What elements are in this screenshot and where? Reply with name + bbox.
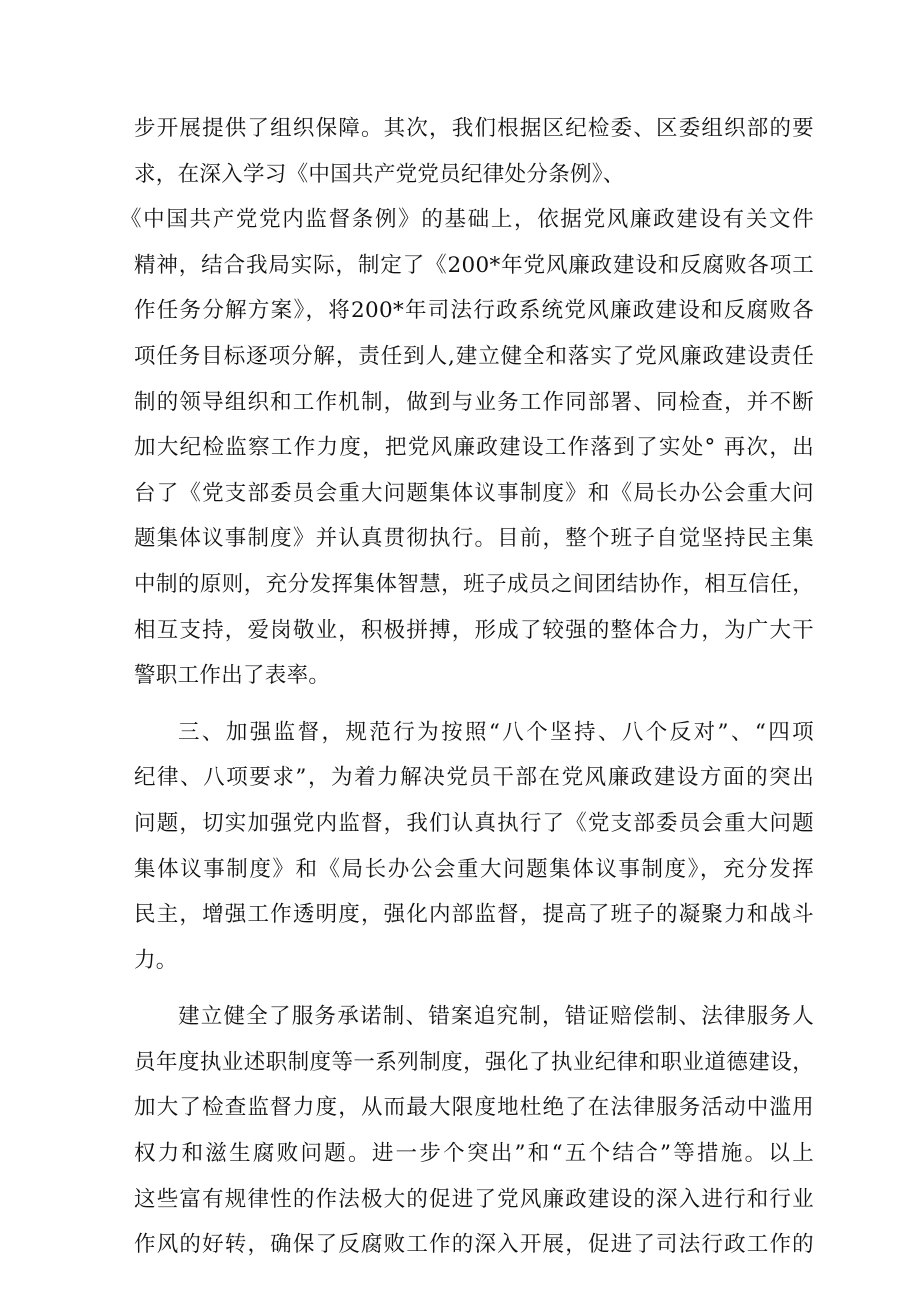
text-line: 建立健全了服务承诺制、错案追究制，错证赔偿制、法律服务人: [178, 1004, 814, 1030]
text-line: 加大了检查监督力度，从而最大限度地杜绝了在法律服务活动中滥用: [134, 1095, 814, 1121]
text-line: 制的领导组织和工作机制，做到与业务工作同部署、同检查，并不断: [134, 389, 814, 415]
text-line: 步开展提供了组织保障。其次，我们根据区纪检委、区委组织部的要: [134, 116, 814, 141]
text-line: 作任务分解方案》，将200*年司法行政系统党风廉政建设和反腐败各: [134, 298, 814, 324]
document-body: [120, 106, 814, 1268]
text-line: 警职工作出了表率。: [134, 663, 331, 689]
text-line: 题集体议事制度》并认真贯彻执行。目前，整个班子自觉坚持民主集: [134, 526, 814, 552]
text-line: 员年度执业述职制度等一系列制度，强化了执业纪律和职业道德建设，: [134, 1049, 814, 1075]
text-line: 集体议事制度》和《局长办公会重大问题集体议事制度》，充分发挥: [134, 856, 814, 882]
paragraph-spacer: [134, 983, 814, 994]
text-line: 权力和滋生腐败问题。进一步个突出”和“五个结合”等措施。以上: [134, 1141, 814, 1167]
text-line: 精神，结合我局实际，制定了《200*年党风廉政建设和反腐败各项工: [134, 252, 814, 278]
text-line: 民主，增强工作透明度，强化内部监督，提高了班子的凝聚力和战斗: [134, 902, 814, 928]
paragraph-1: [120, 106, 814, 699]
text-line: 台了《党支部委员会重大问题集体议事制度》和《局长办公会重大问: [134, 480, 814, 506]
text-line: 作风的好转，确保了反腐败工作的深入开展，促进了司法行政工作的: [134, 1232, 814, 1258]
text-line: 加大纪检监察工作力度，把党风廉政建设工作落到了实处° 再次，出: [134, 435, 814, 461]
text-line: 纪律、八项要求”，为着力解决党员干部在党风廉政建设方面的突出: [134, 765, 814, 791]
text-line: 力。: [134, 947, 178, 973]
text-line: 相互支持，爱岗敬业，积极拼搏，形成了较强的整体合力，为广大干: [134, 617, 814, 643]
paragraph-3: [134, 994, 814, 1268]
text-line: 中制的原则，充分发挥集体智慧，班子成员之间团结协作，相互信任，: [134, 571, 814, 597]
text-line: 问题，切实加强党内监督，我们认真执行了《党支部委员会重大问题: [134, 810, 814, 836]
text-line: 三、加强监督，规范行为按照“八个坚持、八个反对”、“四项: [178, 719, 814, 745]
text-line: 这些富有规律性的作法极大的促进了党风廉政建设的深入进行和行业: [134, 1186, 814, 1212]
paragraph-spacer: [134, 699, 814, 710]
text-line: 项任务目标逐项分解，责任到人,建立健全和落实了党风廉政建设责任: [134, 343, 814, 369]
text-line: 求，在深入学习《中国共产党党员纪律处分条例》、: [134, 161, 625, 187]
paragraph-2: [134, 710, 814, 984]
text-line: 《中国共产党党内监督条例》的基础上，依据党风廉政建设有关文件: [120, 207, 814, 233]
